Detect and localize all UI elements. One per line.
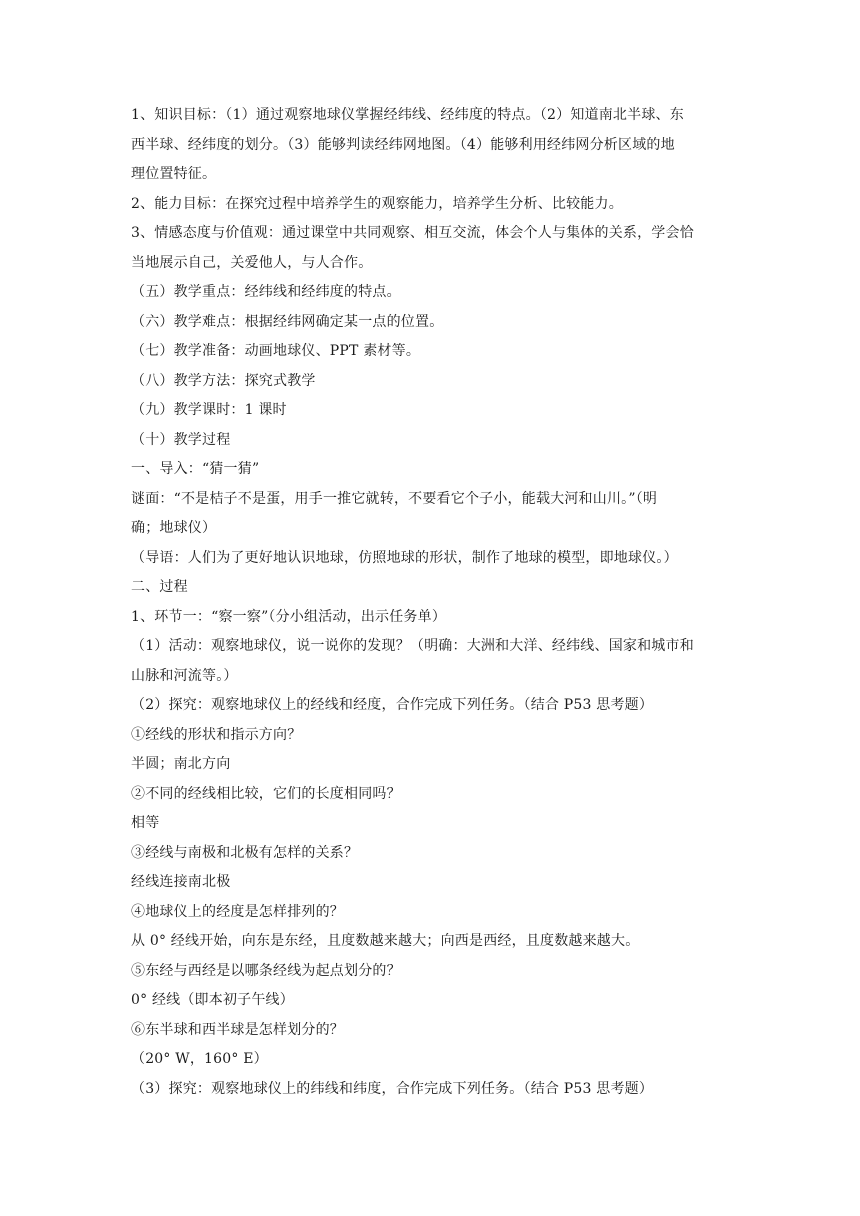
text-line: 1、环节一：“察一察”（分小组活动，出示任务单） (131, 608, 447, 625)
document-body (131, 101, 736, 1104)
text-line: （20° W，160° E） (131, 1051, 268, 1067)
text-line: 谜面：“不是桔子不是蛋，用手一推它就转，不要看它个子小，能载大河和山川。”（明 (131, 490, 658, 507)
text-line: 二、过程 (131, 579, 188, 595)
text-line: （七）教学准备：动画地球仪、PPT 素材等。 (131, 343, 421, 359)
text-line: （九）教学课时：1 课时 (131, 402, 287, 418)
text-line: 1、知识目标：（1）通过观察地球仪掌握经纬线、经纬度的特点。（2）知道南北半球、东 (131, 107, 684, 123)
text-line: （导语：人们为了更好地认识地球，仿照地球的形状，制作了地球的模型，即地球仪。） (131, 549, 678, 566)
text-line: 理位置特征。 (131, 166, 217, 182)
text-line: 一、导入：“猜一猜” (131, 461, 260, 477)
text-line: 经线连接南北极 (131, 874, 231, 890)
text-line: 2、能力目标：在探究过程中培养学生的观察能力，培养学生分析、比较能力。 (131, 195, 623, 212)
text-line: （1）活动：观察地球仪，说一说你的发现？（明确：大洲和大洋、经纬线、国家和城市和 (131, 638, 694, 654)
text-line: 半圆；南北方向 (131, 756, 231, 772)
text-line: 山脉和河流等。） (131, 667, 238, 684)
text-line: （3）探究：观察地球仪上的纬线和纬度，合作完成下列任务。（结合 P53 思考题） (131, 1080, 654, 1097)
text-line: 0° 经线（即本初子午线） (131, 992, 294, 1008)
text-line: ④地球仪上的经度是怎样排列的？ (131, 903, 344, 920)
text-line: 从 0° 经线开始，向东是东经，且度数越来越大；向西是西经，且度数越来越大。 (131, 933, 640, 949)
text-line: （十）教学过程 (131, 431, 231, 448)
text-line: ⑤东经与西经是以哪条经线为起点划分的？ (131, 962, 401, 979)
text-line: ③经线与南极和北极有怎样的关系？ (131, 844, 359, 861)
text-line: 西半球、经纬度的划分。（3）能够判读经纬网地图。（4）能够利用经纬网分析区域的地 (131, 136, 675, 153)
text-line: （六）教学难点：根据经纬网确定某一点的位置。 (131, 313, 444, 330)
text-line: ②不同的经线相比较，它们的长度相同吗？ (131, 785, 401, 802)
text-line: 确；地球仪） (131, 520, 217, 536)
text-line: ⑥东半球和西半球是怎样划分的？ (131, 1021, 344, 1038)
text-line: 当地展示自己，关爱他人，与人合作。 (131, 254, 373, 271)
text-line: 3、情感态度与价值观：通过课堂中共同观察、相互交流，体会个人与集体的关系，学会恰 (131, 225, 694, 241)
text-line: （五）教学重点：经纬线和经纬度的特点。 (131, 284, 401, 300)
text-line: ①经线的形状和指示方向？ (131, 726, 302, 743)
text-line: （2）探究：观察地球仪上的经线和经度，合作完成下列任务。（结合 P53 思考题） (131, 697, 654, 713)
text-line: （八）教学方法：探究式教学 (131, 372, 316, 389)
text-line: 相等 (131, 815, 160, 831)
